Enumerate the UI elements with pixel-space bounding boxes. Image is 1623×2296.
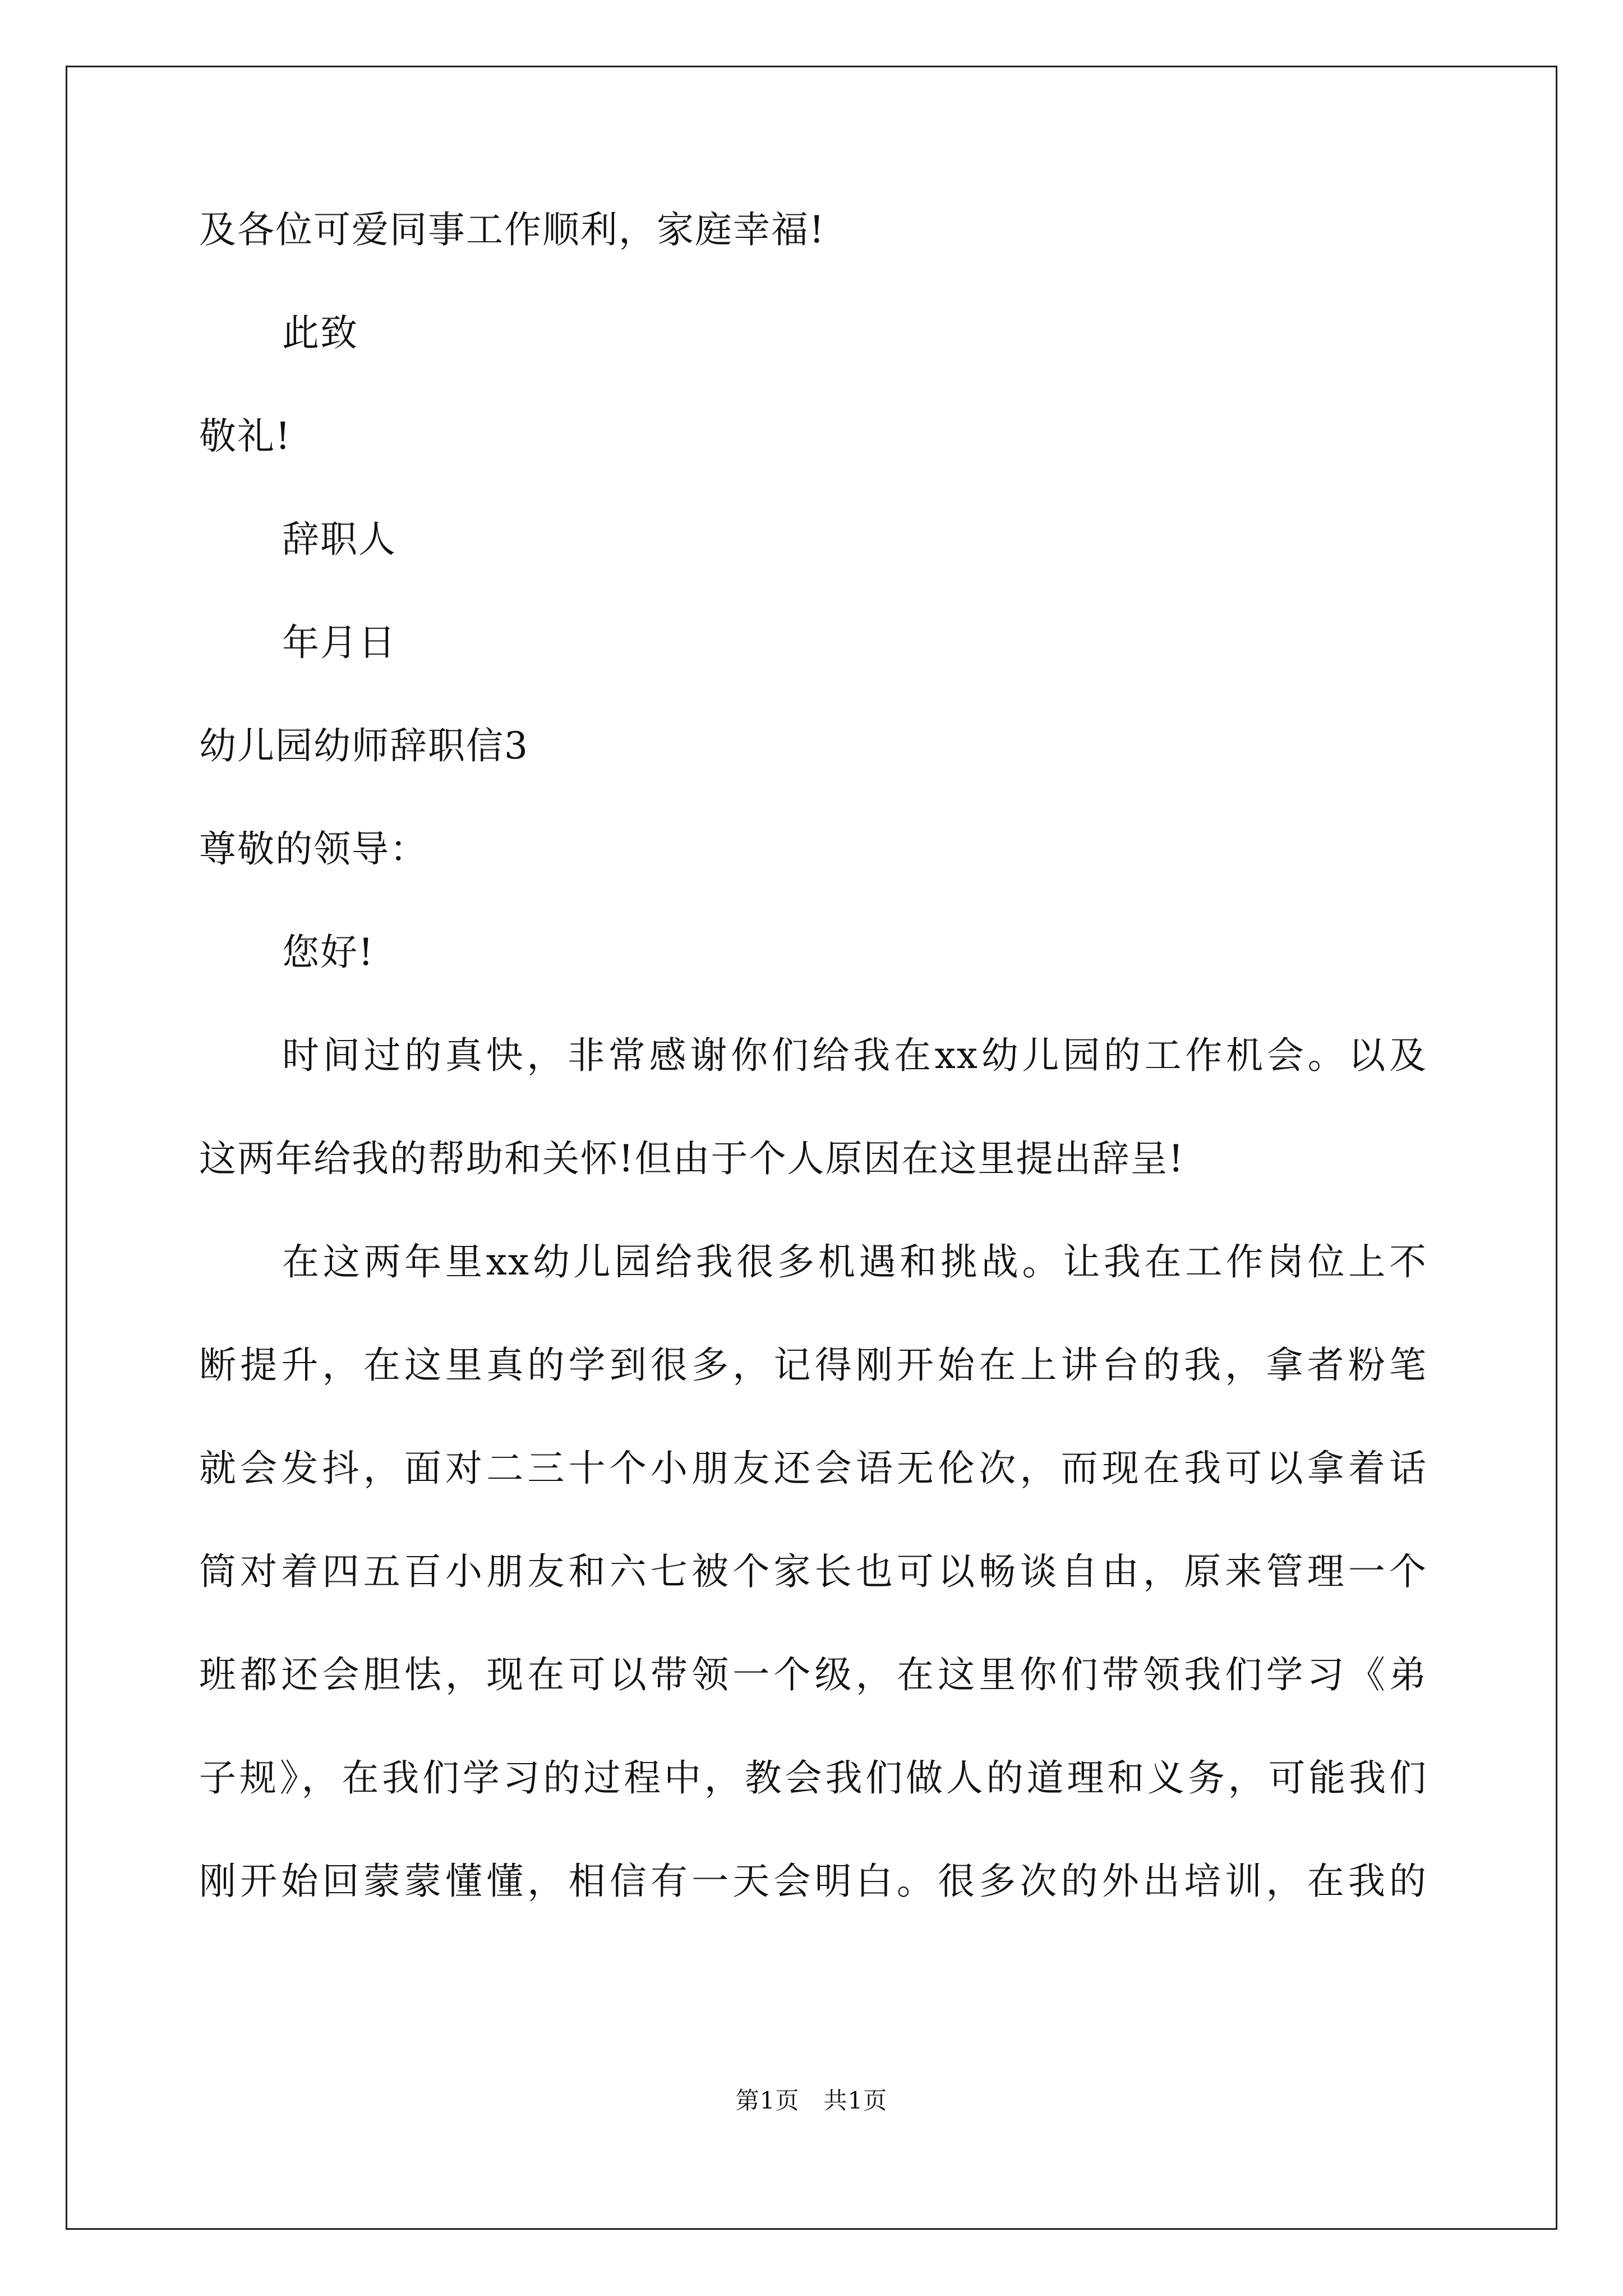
paragraph-2-line-5: 班都还会胆怯，现在可以带领一个级，在这里你们带领我们学习《弟 — [199, 1653, 1427, 1696]
paragraph-2-line-3: 就会发抖，面对二三十个小朋友还会语无伦次，而现在我可以拿着话 — [199, 1447, 1427, 1490]
closing-wish-line: 及各位可爱同事工作顺利，家庭幸福! — [199, 208, 826, 251]
paragraph-2-line-2: 断提升，在这里真的学到很多，记得刚开始在上讲台的我，拿者粉笔 — [199, 1343, 1427, 1387]
paragraph-2-line-1: 在这两年里xx幼儿园给我很多机遇和挑战。让我在工作岗位上不 — [282, 1240, 1427, 1283]
section-heading: 幼儿园幼师辞职信3 — [199, 724, 529, 767]
paragraph-1-line-2: 这两年给我的帮助和关怀!但由于个人原因在这里提出辞呈! — [199, 1137, 1185, 1180]
paragraph-2-line-4: 筒对着四五百小朋友和六七被个家长也可以畅谈自由，原来管理一个 — [199, 1550, 1427, 1593]
salutation-respect: 敬礼! — [199, 415, 292, 458]
paragraph-2-line-7: 刚开始回蒙蒙懂懂，相信有一天会明白。很多次的外出培训，在我的 — [199, 1860, 1427, 1903]
page-number: 第1页 共1页 — [735, 2087, 888, 2114]
signature-date: 年月日 — [282, 621, 396, 664]
letter-hello: 您好! — [282, 931, 375, 974]
salutation-close: 此致 — [282, 311, 358, 355]
paragraph-1-line-1: 时间过的真快，非常感谢你们给我在xx幼儿园的工作机会。以及 — [282, 1034, 1427, 1077]
paragraph-2-line-6: 子规》，在我们学习的过程中，教会我们做人的道理和义务，可能我们 — [199, 1756, 1427, 1800]
signature-resigner: 辞职人 — [282, 518, 396, 561]
document-body — [199, 208, 1427, 1904]
letter-greeting: 尊敬的领导： — [199, 827, 428, 871]
